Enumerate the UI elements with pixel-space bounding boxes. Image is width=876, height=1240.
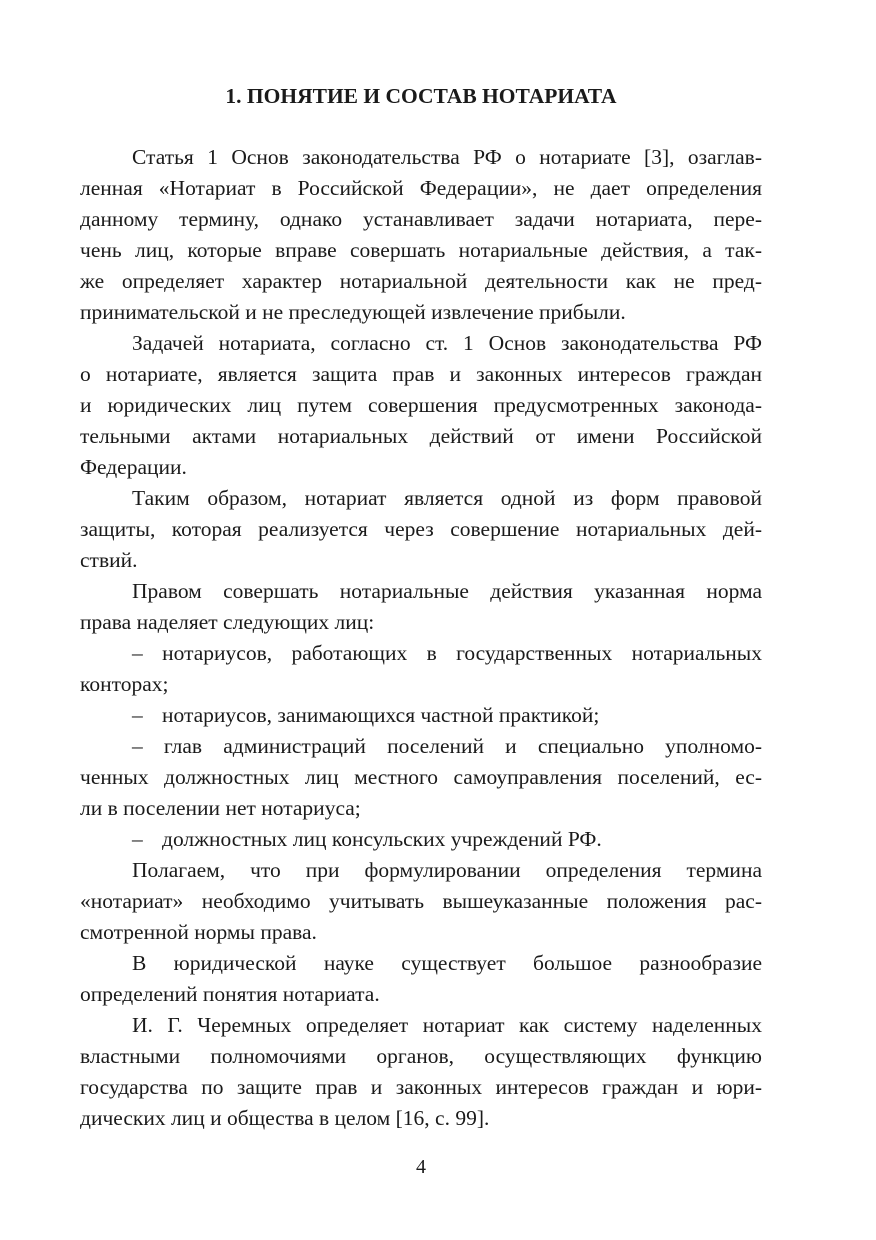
text-line: должностных лиц консульских учреждений РФ.: [162, 827, 602, 851]
text-line: и юридических лиц путем совершения предусмотренных законода-: [80, 393, 762, 417]
document-page: [80, 0, 762, 1240]
list-dash: –: [132, 703, 143, 727]
text-line: смотренной нормы права.: [80, 920, 317, 944]
document-body: [80, 142, 762, 1134]
text-line: Таким образом, нотариат является одной из форм правовой: [132, 486, 762, 510]
paragraph: [80, 328, 762, 483]
list-item: [80, 731, 762, 824]
text-line: дических лиц и общества в целом [16, с. 99].: [80, 1106, 490, 1130]
text-line: конторах;: [80, 672, 169, 696]
text-line: ченных должностных лиц местного самоуправления поселений, ес-: [80, 765, 762, 789]
text-line: нотариусов, занимающихся частной практикой;: [162, 703, 600, 727]
text-line: Задачей нотариата, согласно ст. 1 Основ законодательства РФ: [132, 331, 762, 355]
list-item: [80, 700, 762, 731]
text-line: – глав администраций поселений и специально уполномо-: [132, 734, 762, 758]
text-line: принимательской и не преследующей извлечение прибыли.: [80, 300, 626, 324]
paragraph: [80, 855, 762, 948]
page-title: 1. ПОНЯТИЕ И СОСТАВ НОТАРИАТА: [225, 84, 617, 108]
text-line: чень лиц, которые вправе совершать нотариальные действия, а так-: [80, 238, 762, 262]
text-line: Статья 1 Основ законодательства РФ о нотариате [3], озаглав-: [132, 145, 762, 169]
text-line: ли в поселении нет нотариуса;: [80, 796, 361, 820]
paragraph: [80, 948, 762, 1010]
paragraph: [80, 1010, 762, 1134]
text-line: тельными актами нотариальных действий от имени Российской: [80, 424, 762, 448]
text-line: В юридической науке существует большое разнообразие: [132, 951, 762, 975]
text-line: же определяет характер нотариальной деятельности как не пред-: [80, 269, 762, 293]
text-line: И. Г. Черемных определяет нотариат как систему наделенных: [132, 1013, 762, 1037]
list-item: [80, 824, 762, 855]
text-line: защиты, которая реализуется через совершение нотариальных дей-: [80, 517, 762, 541]
page-number: 4: [416, 1156, 426, 1178]
text-line: Федерации.: [80, 455, 187, 479]
text-line: – нотариусов, работающих в государственных нотариальных: [132, 641, 762, 665]
text-line: Правом совершать нотариальные действия указанная норма: [132, 579, 762, 603]
text-line: властными полномочиями органов, осуществляющих функцию: [80, 1044, 762, 1068]
text-line: ленная «Нотариат в Российской Федерации», не дает определения: [80, 176, 762, 200]
paragraph: [80, 142, 762, 328]
text-line: государства по защите прав и законных интересов граждан и юри-: [80, 1075, 762, 1099]
text-line: права наделяет следующих лиц:: [80, 610, 375, 634]
text-line: ствий.: [80, 548, 138, 572]
list-dash: –: [132, 827, 143, 851]
text-line: «нотариат» необходимо учитывать вышеуказанные положения рас-: [80, 889, 762, 913]
text-line: о нотариате, является защита прав и законных интересов граждан: [80, 362, 762, 386]
text-line: данному термину, однако устанавливает задачи нотариата, пере-: [80, 207, 762, 231]
paragraph: [80, 576, 762, 638]
text-line: Полагаем, что при формулировании определения термина: [132, 858, 762, 882]
text-line: определений понятия нотариата.: [80, 982, 380, 1006]
paragraph: [80, 483, 762, 576]
list-item: [80, 638, 762, 700]
